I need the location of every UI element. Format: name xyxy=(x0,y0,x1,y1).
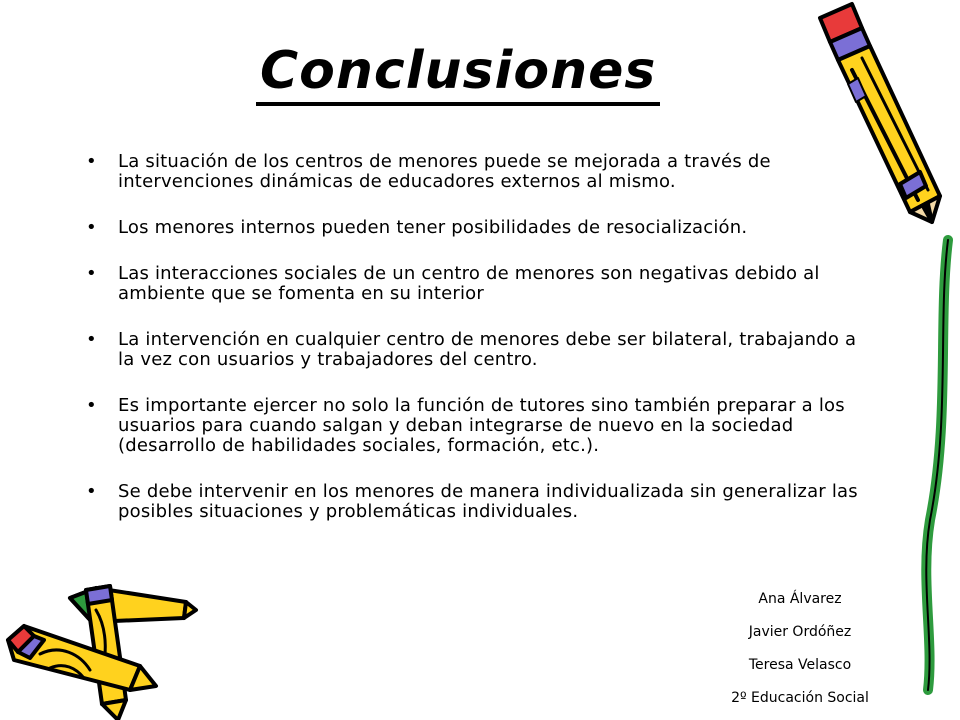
bullet-marker: • xyxy=(86,263,97,284)
bullet-marker: • xyxy=(86,217,97,238)
author-name: Javier Ordóñez xyxy=(748,624,852,640)
bullet-text: Se debe intervenir en los menores de manera individualizada sin generalizar las posibles situaciones y problemáticas individuales. xyxy=(118,481,858,522)
bullet-text: Es importante ejercer no solo la función de tutores sino también preparar a los usuarios para cuando salgan y deban integrarse de nuevo en la sociedad (desarrollo de habilidades sociales, formación, etc.). xyxy=(118,395,845,456)
bullet-item xyxy=(86,482,876,522)
bullet-marker: • xyxy=(86,395,97,416)
course-label: 2º Educación Social xyxy=(731,690,869,706)
bullet-item xyxy=(86,152,876,192)
bullet-item xyxy=(86,330,876,370)
bullet-item xyxy=(86,396,876,456)
author-name: Teresa Velasco xyxy=(748,657,852,673)
bullet-marker: • xyxy=(86,329,97,350)
bullet-item xyxy=(86,264,876,304)
bullet-text: La intervención en cualquier centro de menores debe ser bilateral, trabajando a la vez con usuarios y trabajadores del centro. xyxy=(118,329,857,370)
bullet-text: La situación de los centros de menores puede se mejorada a través de intervenciones dinámicas de educadores externos al mismo. xyxy=(118,151,771,192)
bullet-item xyxy=(86,218,876,238)
pencil-group-icon xyxy=(0,570,200,720)
bullet-text: Las interacciones sociales de un centro de menores son negativas debido al ambiente que se fomenta en su interior xyxy=(118,263,820,304)
pencil-icon xyxy=(800,0,960,720)
author-name: Ana Álvarez xyxy=(758,591,842,607)
slide-title: Conclusiones xyxy=(256,40,660,106)
bullet-list xyxy=(86,152,876,548)
bullet-marker: • xyxy=(86,481,97,502)
bullet-text: Los menores internos pueden tener posibilidades de resocialización. xyxy=(118,217,748,238)
bullet-marker: • xyxy=(86,151,97,172)
